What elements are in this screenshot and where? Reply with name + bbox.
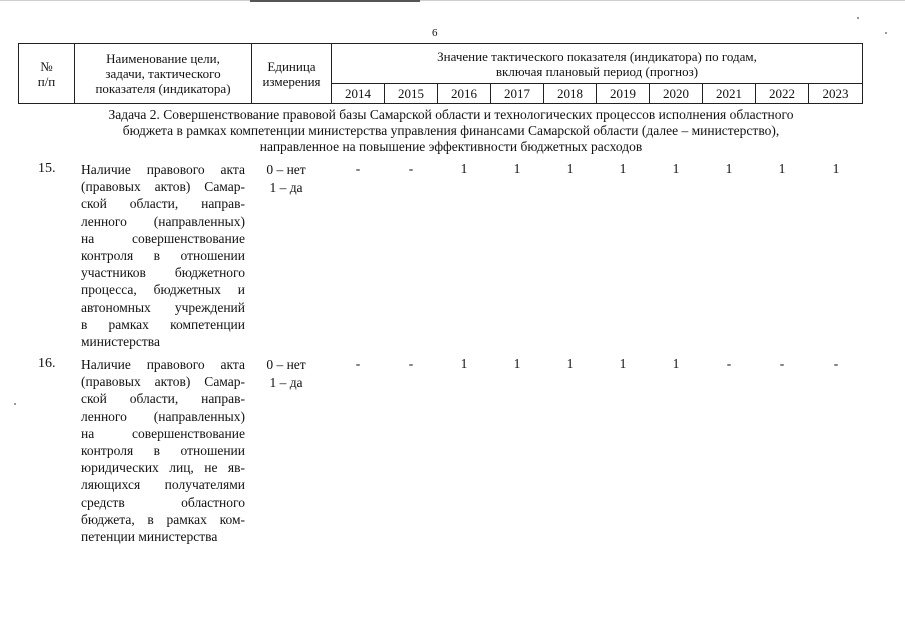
indicator-name-line: (правовых актов) Самар- <box>81 179 245 195</box>
indicator-name <box>81 161 245 350</box>
value-2022: - <box>779 356 785 371</box>
scan-speck <box>885 32 887 34</box>
header-table <box>18 43 863 104</box>
indicator-name-line: средств областного <box>81 494 245 510</box>
indicator-name-line: на совершенствование <box>81 230 245 246</box>
col-header-values: Значение тактического показателя (индикатора) по годам, включая плановый период (прогноз) <box>332 44 863 84</box>
value-2019: 1 <box>619 356 627 371</box>
value-2023: 1 <box>832 161 840 176</box>
indicator-name-line: (правовых актов) Самар- <box>81 374 245 390</box>
value-2019: 1 <box>619 161 627 176</box>
unit-line: 0 – нет <box>266 357 306 372</box>
page-top-mark <box>250 0 420 2</box>
indicator-name-line: петенции министерства <box>81 529 218 545</box>
value-2015: - <box>408 161 414 176</box>
value-2018: 1 <box>566 356 574 371</box>
indicator-name-line: Наличие правового акта <box>81 357 245 372</box>
indicator-name <box>81 356 245 545</box>
scan-speck <box>857 17 859 19</box>
year-2020: 2020 <box>650 84 703 104</box>
value-2015: - <box>408 356 414 371</box>
value-2014: - <box>355 356 361 371</box>
value-2018: 1 <box>566 161 574 176</box>
year-2018: 2018 <box>544 84 597 104</box>
indicator-name-line: автономных учреждений <box>81 299 245 315</box>
unit-of-measure <box>258 356 314 391</box>
value-2020: 1 <box>672 356 680 371</box>
col-header-unit: Единица измерения <box>252 44 332 104</box>
indicator-name-line: бюджета, в рамках ком- <box>81 511 245 527</box>
page-number: 6 <box>432 27 438 39</box>
indicator-name-line: ленного (направленных) <box>81 213 245 229</box>
indicator-name-line: на совершенствование <box>81 425 245 441</box>
indicator-name-line: контроля в отношении <box>81 443 245 459</box>
indicator-name-line: контроля в отношении <box>81 248 245 264</box>
year-2021: 2021 <box>703 84 756 104</box>
indicator-name-line: ской области, направ- <box>81 196 245 212</box>
year-2014: 2014 <box>332 84 385 104</box>
indicator-name-line: юридических лиц, не яв- <box>81 460 245 476</box>
value-2017: 1 <box>513 161 521 176</box>
unit-of-measure <box>258 161 314 196</box>
value-2022: 1 <box>778 161 786 176</box>
value-2016: 1 <box>460 161 468 176</box>
indicator-name-line: в рамках компетенции <box>81 316 245 332</box>
col-header-number: № п/п <box>19 44 75 104</box>
row-number: 16. <box>38 356 56 371</box>
indicator-name-line: ляющихся получателями <box>81 477 245 493</box>
year-2015: 2015 <box>385 84 438 104</box>
value-2023: - <box>833 356 839 371</box>
indicator-name-line: участников бюджетного <box>81 265 245 281</box>
indicator-name-line: ленного (направленных) <box>81 408 245 424</box>
year-2022: 2022 <box>756 84 809 104</box>
page-top-edge <box>0 0 905 1</box>
value-2020: 1 <box>672 161 680 176</box>
unit-line: 1 – да <box>269 374 303 390</box>
scan-speck <box>14 403 16 405</box>
year-2023: 2023 <box>809 84 863 104</box>
value-2017: 1 <box>513 356 521 371</box>
row-number: 15. <box>38 161 56 176</box>
year-2016: 2016 <box>438 84 491 104</box>
value-2021: - <box>726 356 732 371</box>
value-2021: 1 <box>725 161 733 176</box>
indicator-name-line: Наличие правового акта <box>81 162 245 177</box>
col-header-name: Наименование цели, задачи, тактического показателя (индикатора) <box>75 44 252 104</box>
year-2017: 2017 <box>491 84 544 104</box>
indicator-name-line: ской области, направ- <box>81 391 245 407</box>
value-2016: 1 <box>460 356 468 371</box>
unit-line: 1 – да <box>269 179 303 195</box>
indicator-name-line: министерства <box>81 334 160 350</box>
unit-line: 0 – нет <box>266 162 306 177</box>
indicator-name-line: процесса, бюджетных и <box>81 282 245 298</box>
value-2014: - <box>355 161 361 176</box>
task-heading: Задача 2. Совершенствование правовой базы Самарской области и технологических процессов исполнения областного бюджета в рамках компетенции министерства управления финансами Самарской области (далее – министерство), направленное на повышение эффективности бюджетных расходов <box>108 107 794 154</box>
year-2019: 2019 <box>597 84 650 104</box>
